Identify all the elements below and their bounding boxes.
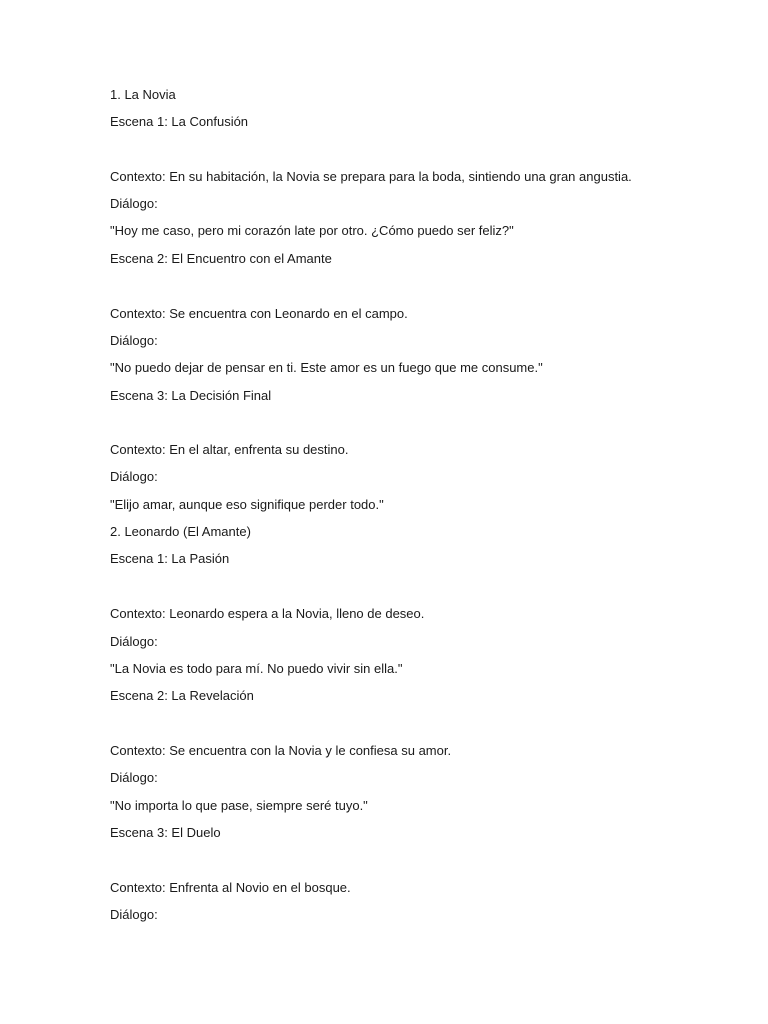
dialogue-label: Diálogo: [110,907,158,922]
context-line: Contexto: En el altar, enfrenta su destino. [110,442,349,457]
scene-heading: Escena 2: La Revelación [110,688,254,703]
scene-heading: Escena 3: La Decisión Final [110,388,272,403]
section-heading-leonardo: 2. Leonardo (El Amante) [110,524,251,539]
scene-heading: Escena 3: El Duelo [110,825,221,840]
dialogue-label: Diálogo: [110,634,158,649]
section-heading-la-novia: 1. La Novia [110,87,176,102]
dialogue-label: Diálogo: [110,770,158,785]
dialogue-quote: "No importa lo que pase, siempre seré tuyo." [110,798,368,813]
dialogue-label: Diálogo: [110,333,158,348]
dialogue-label: Diálogo: [110,196,158,211]
dialogue-label: Diálogo: [110,469,158,484]
scene-heading: Escena 1: La Pasión [110,551,230,566]
dialogue-quote: "La Novia es todo para mí. No puedo vivir sin ella." [110,661,403,676]
scene-heading: Escena 2: El Encuentro con el Amante [110,251,332,266]
scene-heading: Escena 1: La Confusión [110,114,249,129]
context-line: Contexto: Enfrenta al Novio en el bosque. [110,880,351,895]
context-line: Contexto: En su habitación, la Novia se prepara para la boda, sintiendo una gran angustia. [110,169,632,184]
context-line: Contexto: Leonardo espera a la Novia, lleno de deseo. [110,606,425,621]
context-line: Contexto: Se encuentra con Leonardo en el campo. [110,306,408,321]
dialogue-quote: "No puedo dejar de pensar en ti. Este amor es un fuego que me consume." [110,360,543,375]
context-line: Contexto: Se encuentra con la Novia y le confiesa su amor. [110,743,452,758]
dialogue-quote: "Elijo amar, aunque eso signifique perder todo." [110,497,384,512]
dialogue-quote: "Hoy me caso, pero mi corazón late por otro. ¿Cómo puedo ser feliz?" [110,223,514,238]
